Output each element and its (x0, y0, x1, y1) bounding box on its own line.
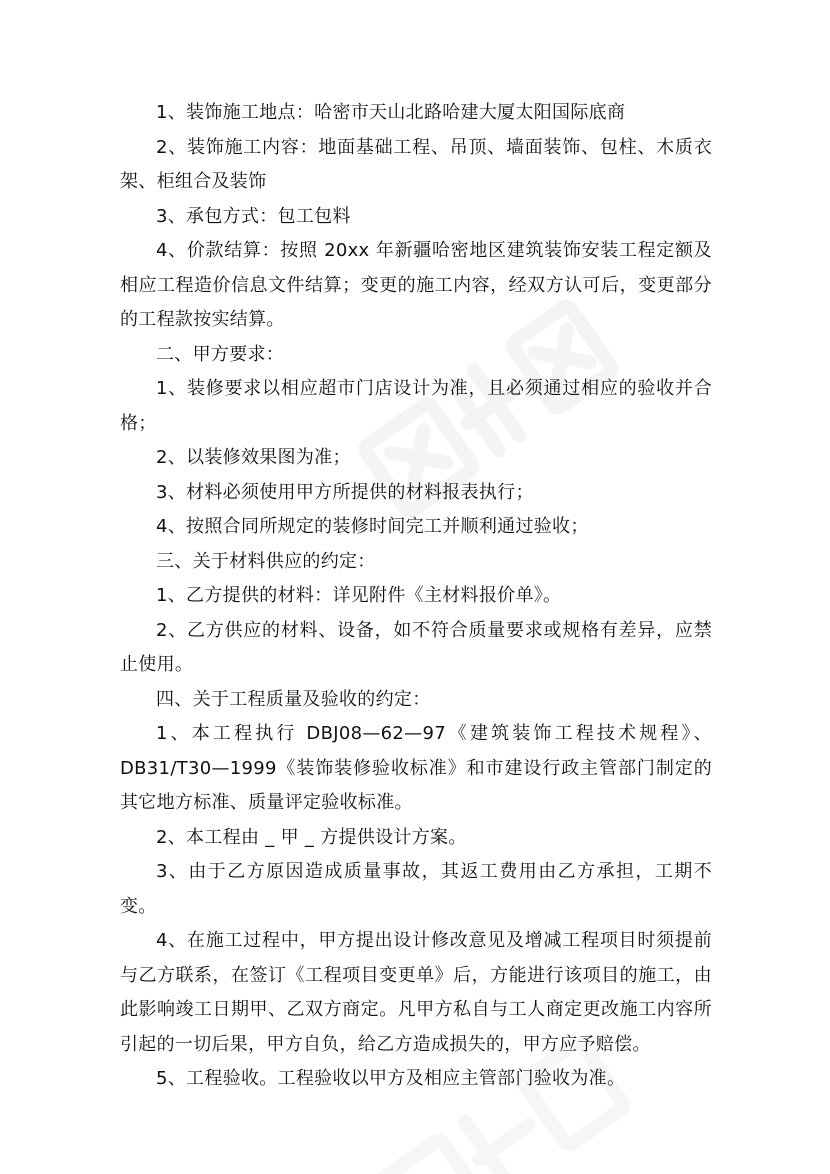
paragraph-quality-5: 5、工程验收。工程验收以甲方及相应主管部门验收为准。 (156, 1068, 626, 1089)
paragraph-req-2: 2、以装修效果图为准； (156, 447, 351, 468)
document-body (120, 96, 712, 1097)
paragraph-quality-2: 2、本工程由 _ 甲 _ 方提供设计方案。 (156, 826, 467, 848)
paragraph-settlement: 4、价款结算：按照 20xx 年新疆哈密地区建筑装饰安装工程定额及相应工程造价信息文件结算；变更的施工内容，经双方认可后，变更部分的工程款按实结算。 (120, 240, 712, 330)
paragraph-site: 1、装饰施工地点：哈密市天山北路哈建大厦太阳国际底商 (156, 102, 626, 123)
paragraph-quality-3: 3、由于乙方原因造成质量事故，其返工费用由乙方承担，工期不变。 (120, 861, 712, 917)
section-heading-party-a: 二、甲方要求： (156, 343, 285, 365)
paragraph-req-4: 4、按照合同所规定的装修时间完工并顺利通过验收； (156, 516, 589, 537)
paragraph-material-2: 2、乙方供应的材料、设备，如不符合质量要求或规格有差异，应禁止使用。 (120, 619, 712, 675)
section-heading-quality: 四、关于工程质量及验收的约定： (156, 688, 431, 710)
paragraph-req-1: 1、装修要求以相应超市门店设计为准，且必须通过相应的验收并合格； (120, 378, 712, 434)
paragraph-contract-mode: 3、承包方式：包工包料 (156, 205, 351, 227)
paragraph-material-1: 1、乙方提供的材料：详见附件《主材料报价单》。 (156, 585, 562, 606)
paragraph-req-3: 3、材料必须使用甲方所提供的材料报表执行； (156, 481, 534, 503)
paragraph-quality-4: 4、在施工过程中，甲方提出设计修改意见及增减工程项目时须提前与乙方联系，在签订《工程项目变更单》后，方能进行该项目的施工，由此影响竣工日期甲、乙双方商定。凡甲方私自与工人商定更改施工内容所引起的一切后果，甲方自负，给乙方造成损失的，甲方应予赔偿。 (120, 930, 712, 1055)
paragraph-scope: 2、装饰施工内容：地面基础工程、吊顶、墙面装饰、包柱、木质衣架、柜组合及装饰 (120, 136, 712, 192)
section-heading-materials: 三、关于材料供应的约定： (156, 550, 376, 572)
paragraph-quality-1: 1、本工程执行 DBJ08—62—97《建筑装饰工程技术规程》、DB31/T30—1999《装饰装修验收标准》和市建设行政主管部门制定的其它地方标准、质量评定验收标准。 (120, 723, 712, 813)
